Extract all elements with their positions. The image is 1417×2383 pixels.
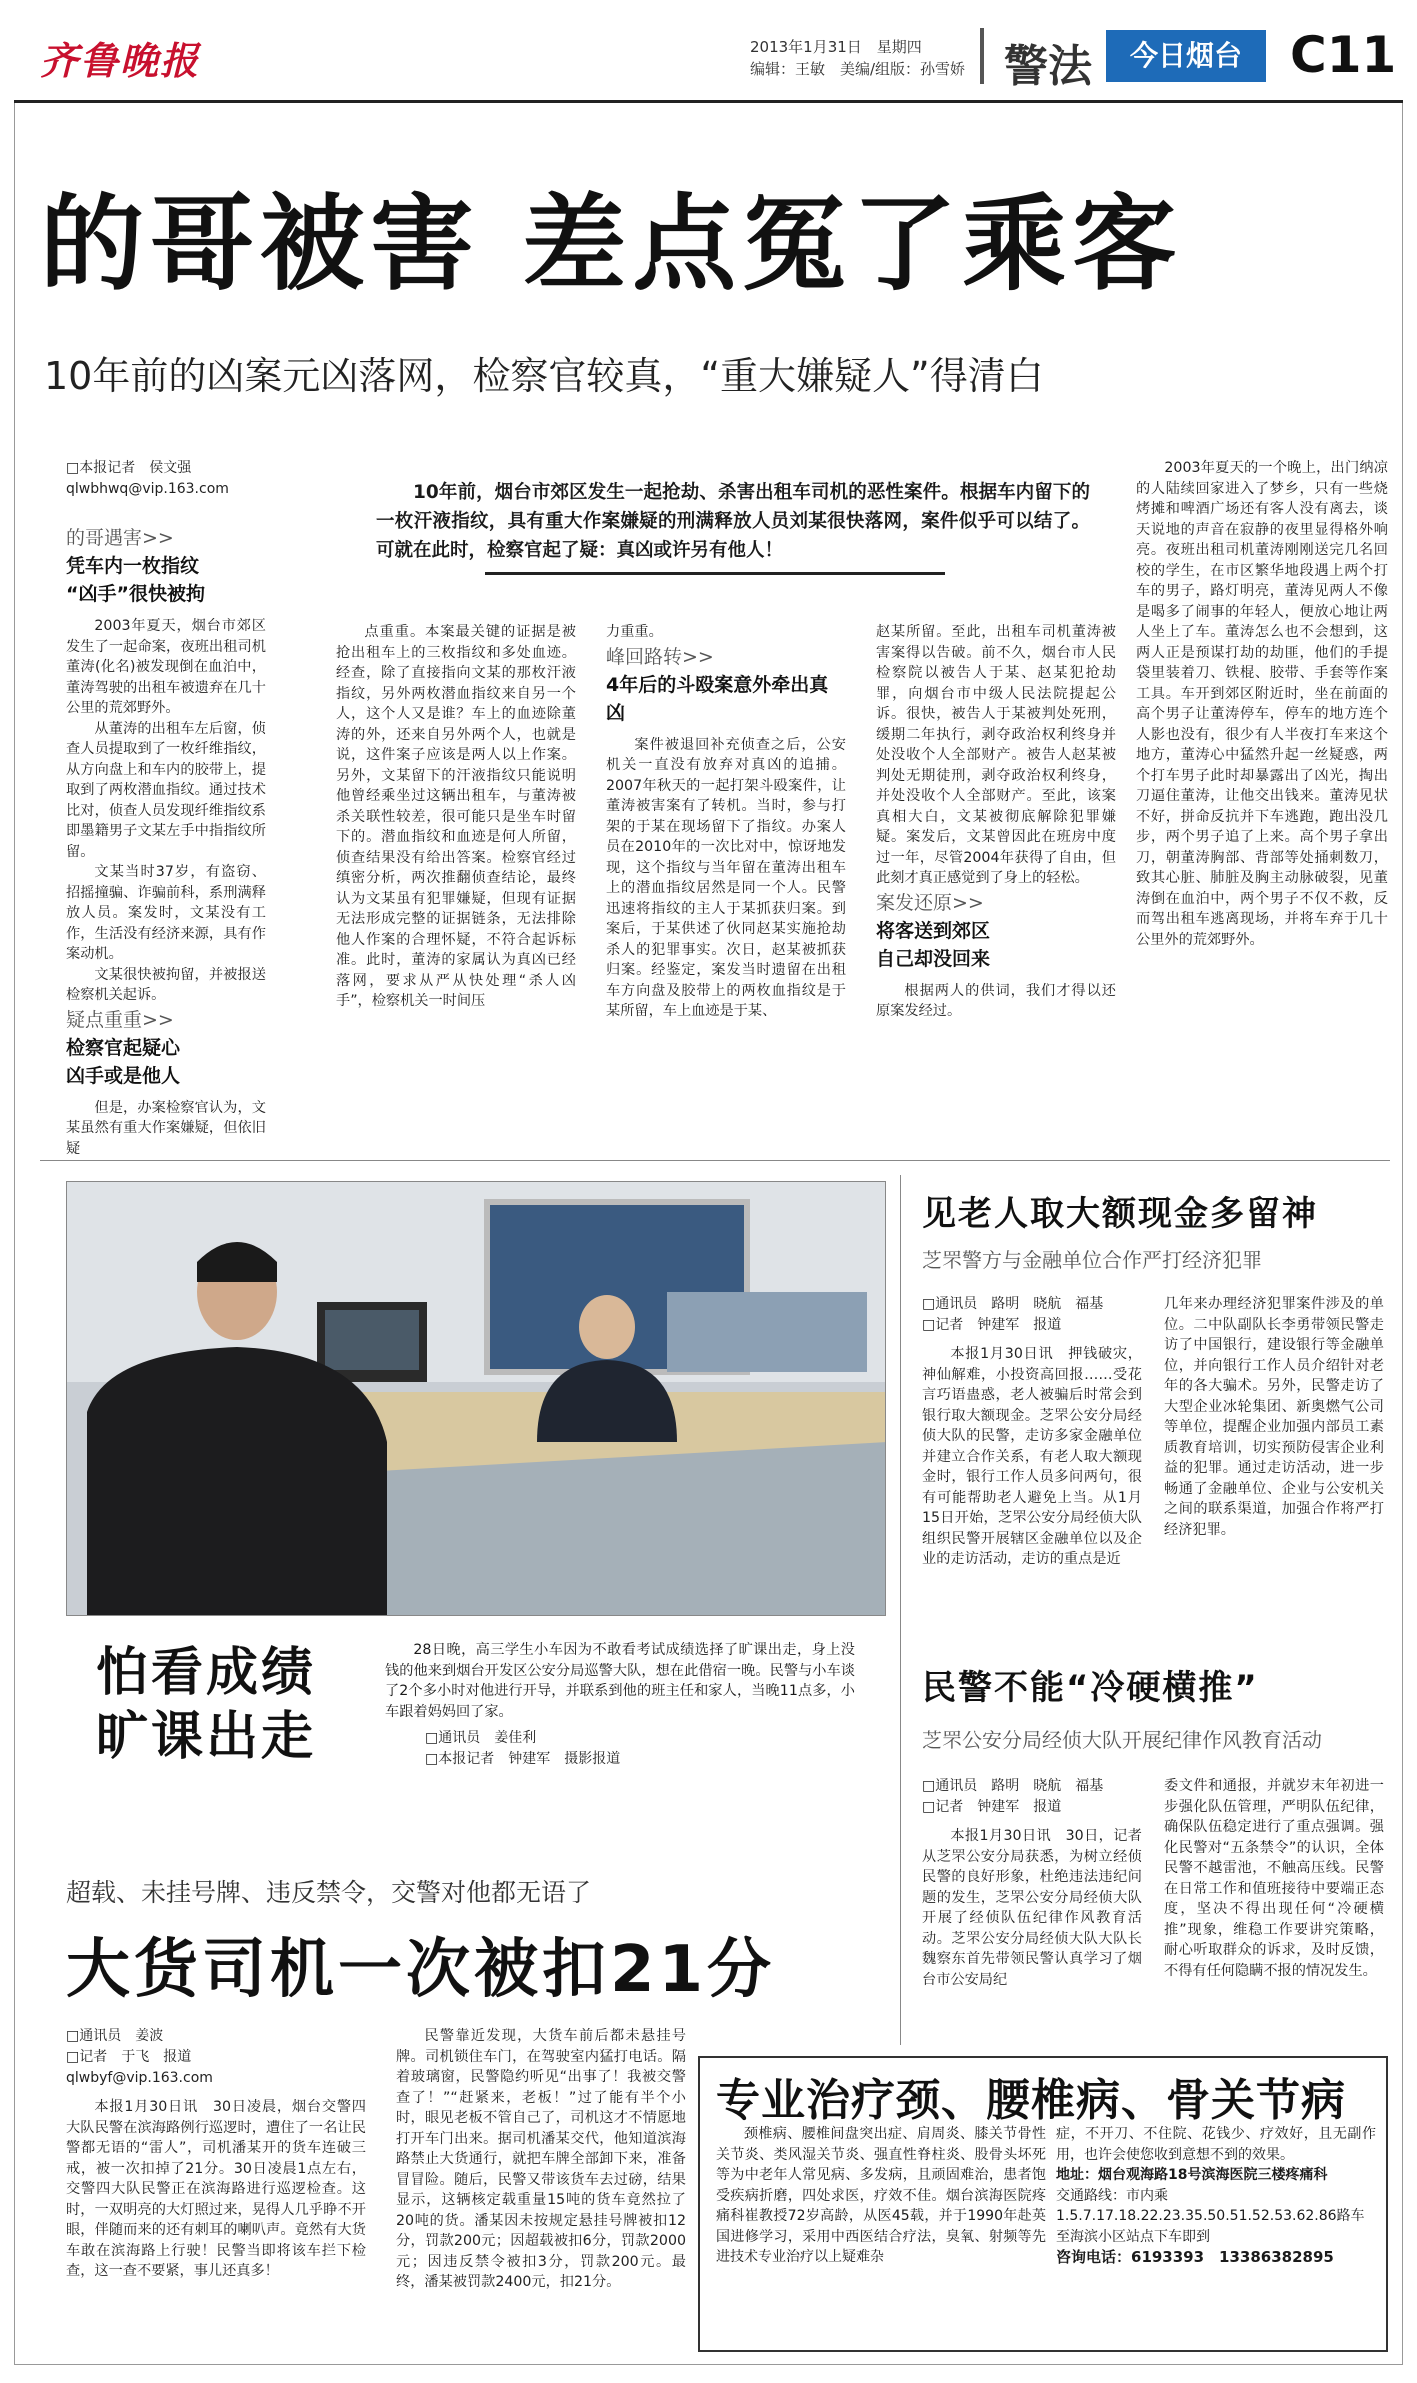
newspaper-logo: 齐鲁晚报 xyxy=(40,38,201,83)
byline: □通讯员 姜波 xyxy=(66,2028,164,2044)
byline: □本报记者 侯文强 xyxy=(66,460,192,476)
date-line: 2013年1月31日 星期四 xyxy=(750,38,922,56)
byline: □记者 钟建军 报道 xyxy=(922,1317,1062,1333)
subheading: 自己却没回来 xyxy=(876,947,991,970)
story-column xyxy=(1164,1776,1384,1981)
paragraph: 2003年夏天的一个晚上，出门纳凉的人陆续回家进入了梦乡，只有一些烧烤摊和啤酒广场还有客人没有离去，谈天说地的声音在寂静的夜里显得格外响亮。夜班出租司机董涛刚刚送完几名回校的学生，在市区繁华地段遇上两个打车的男子，路灯明亮，董涛见两人不像是喝多了闹事的年轻人，便放心地让两人坐上了车。董涛怎么也不会想到，这两人正是预谋打劫的劫匪，他们的手提袋里装着刀、铁棍、胶带、手套等作案工具。车开到郊区附近时，坐在前面的高个男子让董涛停车，停车的地方连个人影也没有，很少有人半夜打车来这个地方，董涛心中猛然升起一丝疑惑，两个打车男子此时却暴露出了凶光，掏出刀逼住董涛，让他交出钱来。董涛见状不好，拼命反抗并下车逃跑，跑出没几步，两个男子追了上来。高个男子拿出刀，朝董涛胸部、背部等处捅刺数刀，致其心脏、肺脏及胸主动脉破裂，见董涛倒在血泊中，两个男子不仅不救，反而驾出租车逃离现场，并将车弃于几十公里外的荒郊野外。 xyxy=(1136,460,1388,948)
kicker: 的哥遇害>> xyxy=(66,527,174,549)
main-subhead: 10年前的凶案元凶落网，检察官较真，“重大嫌疑人”得清白 xyxy=(44,354,1044,398)
paragraph: 民警靠近发现，大货车前后都未悬挂号牌。司机锁住车门，在驾驶室内猛打电话。隔着玻璃窗，民警隐约听见“出事了！我被交警查了！”“赶紧来，老板！”过了能有半个小时，眼见老板不管自己了，司机这才不情愿地打开车门出来。据司机潘某交代，他知道滨海路禁止大货通行，就把车牌全部卸下来，准备冒冒险。随后，民警又带该货车去过磅，结果显示，这辆核定载重量15吨的货车竟然拉了20吨的货。潘某因未按规定悬挂号牌被扣12分，罚款200元；因超载被扣6分，罚款2000元；因违反禁令被扣3分，罚款200元。最终，潘某被罚款2400元，扣21分。 xyxy=(396,2028,686,2290)
paragraph: 本报1月30日讯 30日，记者从芝罘公安分局获悉，为树立经侦民警的良好形象，杜绝违法违纪问题的发生，芝罘公安分局经侦大队开展了经侦队伍纪律作风教育活动。芝罘公安分局经侦大队大队长魏察东首先带领民警认真学习了烟台市公安局纪 xyxy=(922,1828,1142,1988)
paragraph: 根据两人的供词，我们才得以还原案发经过。 xyxy=(876,982,1116,1019)
paragraph: 2003年夏天，烟台市郊区发生了一起命案，夜班出租司机董涛(化名)被发现倒在血泊中，董涛驾驶的出租车被遗弃在几十公里的荒郊野外。 xyxy=(66,618,266,716)
ad-title: 专业治疗颈、腰椎病、骨关节病 xyxy=(716,2075,1346,2126)
paragraph: 本报1月30日讯 30日凌晨，烟台交警四大队民警在滨海路例行巡逻时，遭住了一名让民警都无语的“雷人”，司机潘某开的货车连破三戒，被一次扣掉了21分。30日凌晨1点左右，交警四大队民警正在滨海路进行巡逻检查。这时，一双明亮的大灯照过来，晃得人几乎睁不开眼，伴随而来的还有刺耳的喇叭声。竟然有大货车敢在滨海路上行驶！民警当即将该车拦下检查，这一查不要紧，事儿还真多！ xyxy=(66,2099,366,2279)
byline: □记者 于飞 报道 xyxy=(66,2049,192,2065)
ad-address: 地址：烟台观海路18号滨海医院三楼疼痛科 xyxy=(1056,2167,1328,2183)
main-column-2 xyxy=(336,622,576,1012)
story-title: 大货司机一次被扣21分 xyxy=(66,1933,776,2007)
byline-email: qlwbyf@vip.163.com xyxy=(66,2070,213,2086)
main-column-3 xyxy=(606,622,846,1022)
photo-credits xyxy=(425,1728,620,1770)
page-number: C11 xyxy=(1290,26,1397,84)
issue-meta xyxy=(750,36,965,80)
main-column-5 xyxy=(1136,458,1388,950)
column-divider xyxy=(900,1175,901,2045)
header-divider xyxy=(980,28,984,84)
story-title: 见老人取大额现金多留神 xyxy=(922,1194,1318,1234)
kicker: 案发还原>> xyxy=(876,891,984,914)
section-divider xyxy=(40,1160,1390,1161)
paragraph: 但是，办案检察官认为，文某虽然有重大作案嫌疑，但依旧疑 xyxy=(66,1099,266,1157)
main-column-1 xyxy=(66,458,266,1159)
byline: □记者 钟建军 报道 xyxy=(922,1799,1062,1815)
lead-rule xyxy=(485,572,945,575)
subheading: 凭车内一枚指纹 xyxy=(66,555,200,577)
story-subtitle: 芝罘警方与金融单位合作严打经济犯罪 xyxy=(922,1248,1262,1272)
ad-route: 交通路线：市内乘1.5.7.17.18.22.23.35.50.51.52.53.62.86路车至海滨小区站点下车即到 xyxy=(1056,2187,1365,2245)
ad-phone: 咨询电话：6193393 13386382895 xyxy=(1056,2248,1334,2266)
credit: □通讯员 姜佳利 xyxy=(425,1730,537,1746)
paragraph: 从董涛的出租车左后窗，侦查人员提取到了一枚纤维指纹，从方向盘上和车内的胶带上，提取到了两枚潜血指纹。通过技术比对，侦查人员发现纤维指纹系即墨籍男子文某左手中指指纹所留。 xyxy=(66,720,266,860)
kicker: 疑点重重>> xyxy=(66,1008,174,1031)
section-name: 警法 xyxy=(1004,41,1092,92)
photo-title-line: 怕看成绩 xyxy=(96,1643,317,1703)
paragraph: 本报1月30日讯 押钱破灾，神仙解难，小投资高回报……受花言巧语蛊惑，老人被骗后时常会到银行取大额现金。芝罘公安分局经侦大队的民警，走访多家金融单位并建立合作关系，有老人取大额现金时，银行工作人员多问两句，很有可能帮助老人避免上当。从1月15日开始，芝罘公安分局经侦大队组织民警开展辖区金融单位以及企业的走访活动，走访的重点是近 xyxy=(922,1346,1142,1567)
editor-line: 编辑：王敏 美编/组版：孙雪娇 xyxy=(750,60,966,78)
subheading: 4年后的斗殴案意外牵出真凶 xyxy=(606,673,829,724)
paragraph: 几年来办理经济犯罪案件涉及的单位。二中队副队长李勇带领民警走访了中国银行，建设银行等金融单位，并向银行工作人员介绍针对老年的各大骗术。另外，民警走访了大型企业冰轮集团、新奥燃气公司等单位，提醒企业加强内部员工素质教育培训，切实预防侵害企业利益的犯罪。通过走访活动，进一步畅通了金融单位、企业与公安机关之间的联系渠道，加强合作将严打经济犯罪。 xyxy=(1164,1296,1384,1538)
photo-caption: 28日晚，高三学生小车因为不敢看考试成绩选择了旷课出走，身上没钱的他来到烟台开发区公安分局巡警大队，想在此借宿一晚。民警与小车谈了2个多小时对他进行开导，并联系到他的班主任和家人，当晚11点多，小车跟着妈妈回了家。 xyxy=(385,1642,855,1720)
ad-details xyxy=(1056,2124,1376,2268)
ad-body: 颈椎病、腰椎间盘突出症、肩周炎、膝关节骨性关节炎、类风湿关节炎、强直性脊柱炎、股骨头坏死等为中老年人常见病、多发病，且顽固难治，患者饱受疾病折磨，四处求医，疗效不佳。烟台滨海医院疼痛科崔教授72岁高龄，从医45载，并于1990年赴英国进修学习，采用中西医结合疗法，臭氧、射频等先进技术专业治疗以上疑难杂 xyxy=(716,2126,1046,2265)
paragraph: 文某很快被拘留，并被报送检察机关起诉。 xyxy=(66,966,266,1003)
paragraph: 委文件和通报，并就岁末年初进一步强化队伍管理，严明队伍纪律，确保队伍稳定进行了重点强调。强化民警对“五条禁令”的认识，全体民警不越雷池，不触高压线。民警在日常工作和值班接待中要端正态度，坚决不得出现任何“冷硬横推”现象，维稳工作要讲究策略，耐心听取群众的诉求，及时反馈，不得有任何隐瞒不报的情况发生。 xyxy=(1164,1778,1384,1979)
story-subtitle: 芝罘公安分局经侦大队开展纪律作风教育活动 xyxy=(922,1728,1322,1752)
lead-paragraph: 10年前，烟台市郊区发生一起抢劫、杀害出租车司机的恶性案件。根据车内留下的一枚汗液指纹，具有重大作案嫌疑的刑满释放人员刘某很快落网，案件似乎可以结了。可就在此时，检察官起了疑：真凶或许另有他人！ xyxy=(376,482,1090,561)
photo-story-title xyxy=(96,1641,316,1769)
paragraph: 文某当时37岁，有盗窃、招摇撞骗、诈骗前科，系刑满释放人员。案发时，文某没有工作，生活没有经济来源，具有作案动机。 xyxy=(66,864,266,962)
kicker: 峰回路转>> xyxy=(606,645,714,668)
story-column xyxy=(396,2026,686,2293)
section-badge: 今日烟台 xyxy=(1106,30,1266,82)
story-column xyxy=(1164,1294,1384,1540)
byline: □通讯员 路明 晓航 福基 xyxy=(922,1778,1104,1794)
paragraph: 案件被退回补充侦查之后，公安机关一直没有放弃对真凶的追捕。2007年秋天的一起打架斗殴案件，让董涛被害案有了转机。当时，参与打架的于某在现场留下了指纹。办案人员在2010年的一次比对中，惊讶地发现，这个指纹与当年留在董涛出租车上的潜血指纹居然是同一个人。民警迅速将指纹的主人于某抓获归案。到案后，于某供述了伙同赵某实施抢劫杀人的犯罪事实。次日，赵某被抓获归案。经鉴定，案发当时遗留在出租车方向盘及胶带上的两枚血指纹是于某所留，车上血迹是于某、 xyxy=(606,736,846,1019)
subheading: “凶手”很快被拘 xyxy=(66,583,205,605)
subheading: 凶手或是他人 xyxy=(66,1064,181,1087)
byline: □通讯员 路明 晓航 福基 xyxy=(922,1296,1104,1312)
photo-title-line: 旷课出走 xyxy=(96,1707,317,1767)
paragraph: 点重重。本案最关键的证据是被抢出租车上的三枚指纹和多处血迹。经查，除了直接指向文某的那枚汗液指纹，另外两枚潜血指纹来自另一个人，这个人又是谁？车上的血迹除董涛的外，还来自另外两个人，也就是说，这件案子应该是两人以上作案。另外，文某留下的汗液指纹只能说明他曾经乘坐过这辆出租车，与董涛被杀关联性较差，很可能只是坐车时留下的。潜血指纹和血迹是何人所留，侦查结果没有给出答案。检察官经过缜密分析，两次推翻侦查结论，最终认为文某虽有犯罪嫌疑，但现有证据无法形成完整的证据链条，无法排除他人作案的合理怀疑，不符合起诉标准。此时，董涛的家属认为真凶已经落网，要求从严从快处理“杀人凶手”，检察机关一时间压 xyxy=(336,624,576,1009)
byline-email: qlwbhwq@vip.163.com xyxy=(66,481,229,497)
main-headline: 的哥被害 差点冤了乘客 xyxy=(40,183,1183,305)
subheading: 检察官起疑心 xyxy=(66,1036,181,1059)
news-photo xyxy=(66,1181,886,1616)
paragraph: 赵某所留。至此，出租车司机董涛被害案得以告破。前不久，烟台市人民检察院以被告人于某、赵某犯抢劫罪，向烟台市中级人民法院提起公诉。很快，被告人于某被判处死刑，缓期二年执行，剥夺政治权利终身并处没收个人全部财产。被告人赵某被判处无期徒刑，剥夺政治权利终身，并处没收个人全部财产。至此，该案真相大白，文某被彻底解除犯罪嫌疑。案发后，文某曾因此在班房中度过一年，尽管2004年获得了自由，但此刻才真正感觉到了身上的轻松。 xyxy=(876,624,1116,886)
story-column xyxy=(66,2026,366,2282)
story-title: 民警不能“冷硬横推” xyxy=(922,1668,1259,1708)
police-station-photo xyxy=(67,1182,886,1616)
paragraph: 力重重。 xyxy=(606,624,663,640)
ad-text: 症，不开刀、不住院、花钱少、疗效好，且无副作用，也许会使您收到意想不到的效果。 xyxy=(1056,2126,1376,2163)
story-kicker: 超载、未挂号牌、违反禁令，交警对他都无语了 xyxy=(66,1878,592,1907)
story-column xyxy=(922,1776,1142,1990)
subheading: 将客送到郊区 xyxy=(876,919,991,942)
main-column-4 xyxy=(876,622,1116,1022)
credit: □本报记者 钟建军 摄影报道 xyxy=(425,1751,621,1767)
story-column xyxy=(922,1294,1142,1570)
